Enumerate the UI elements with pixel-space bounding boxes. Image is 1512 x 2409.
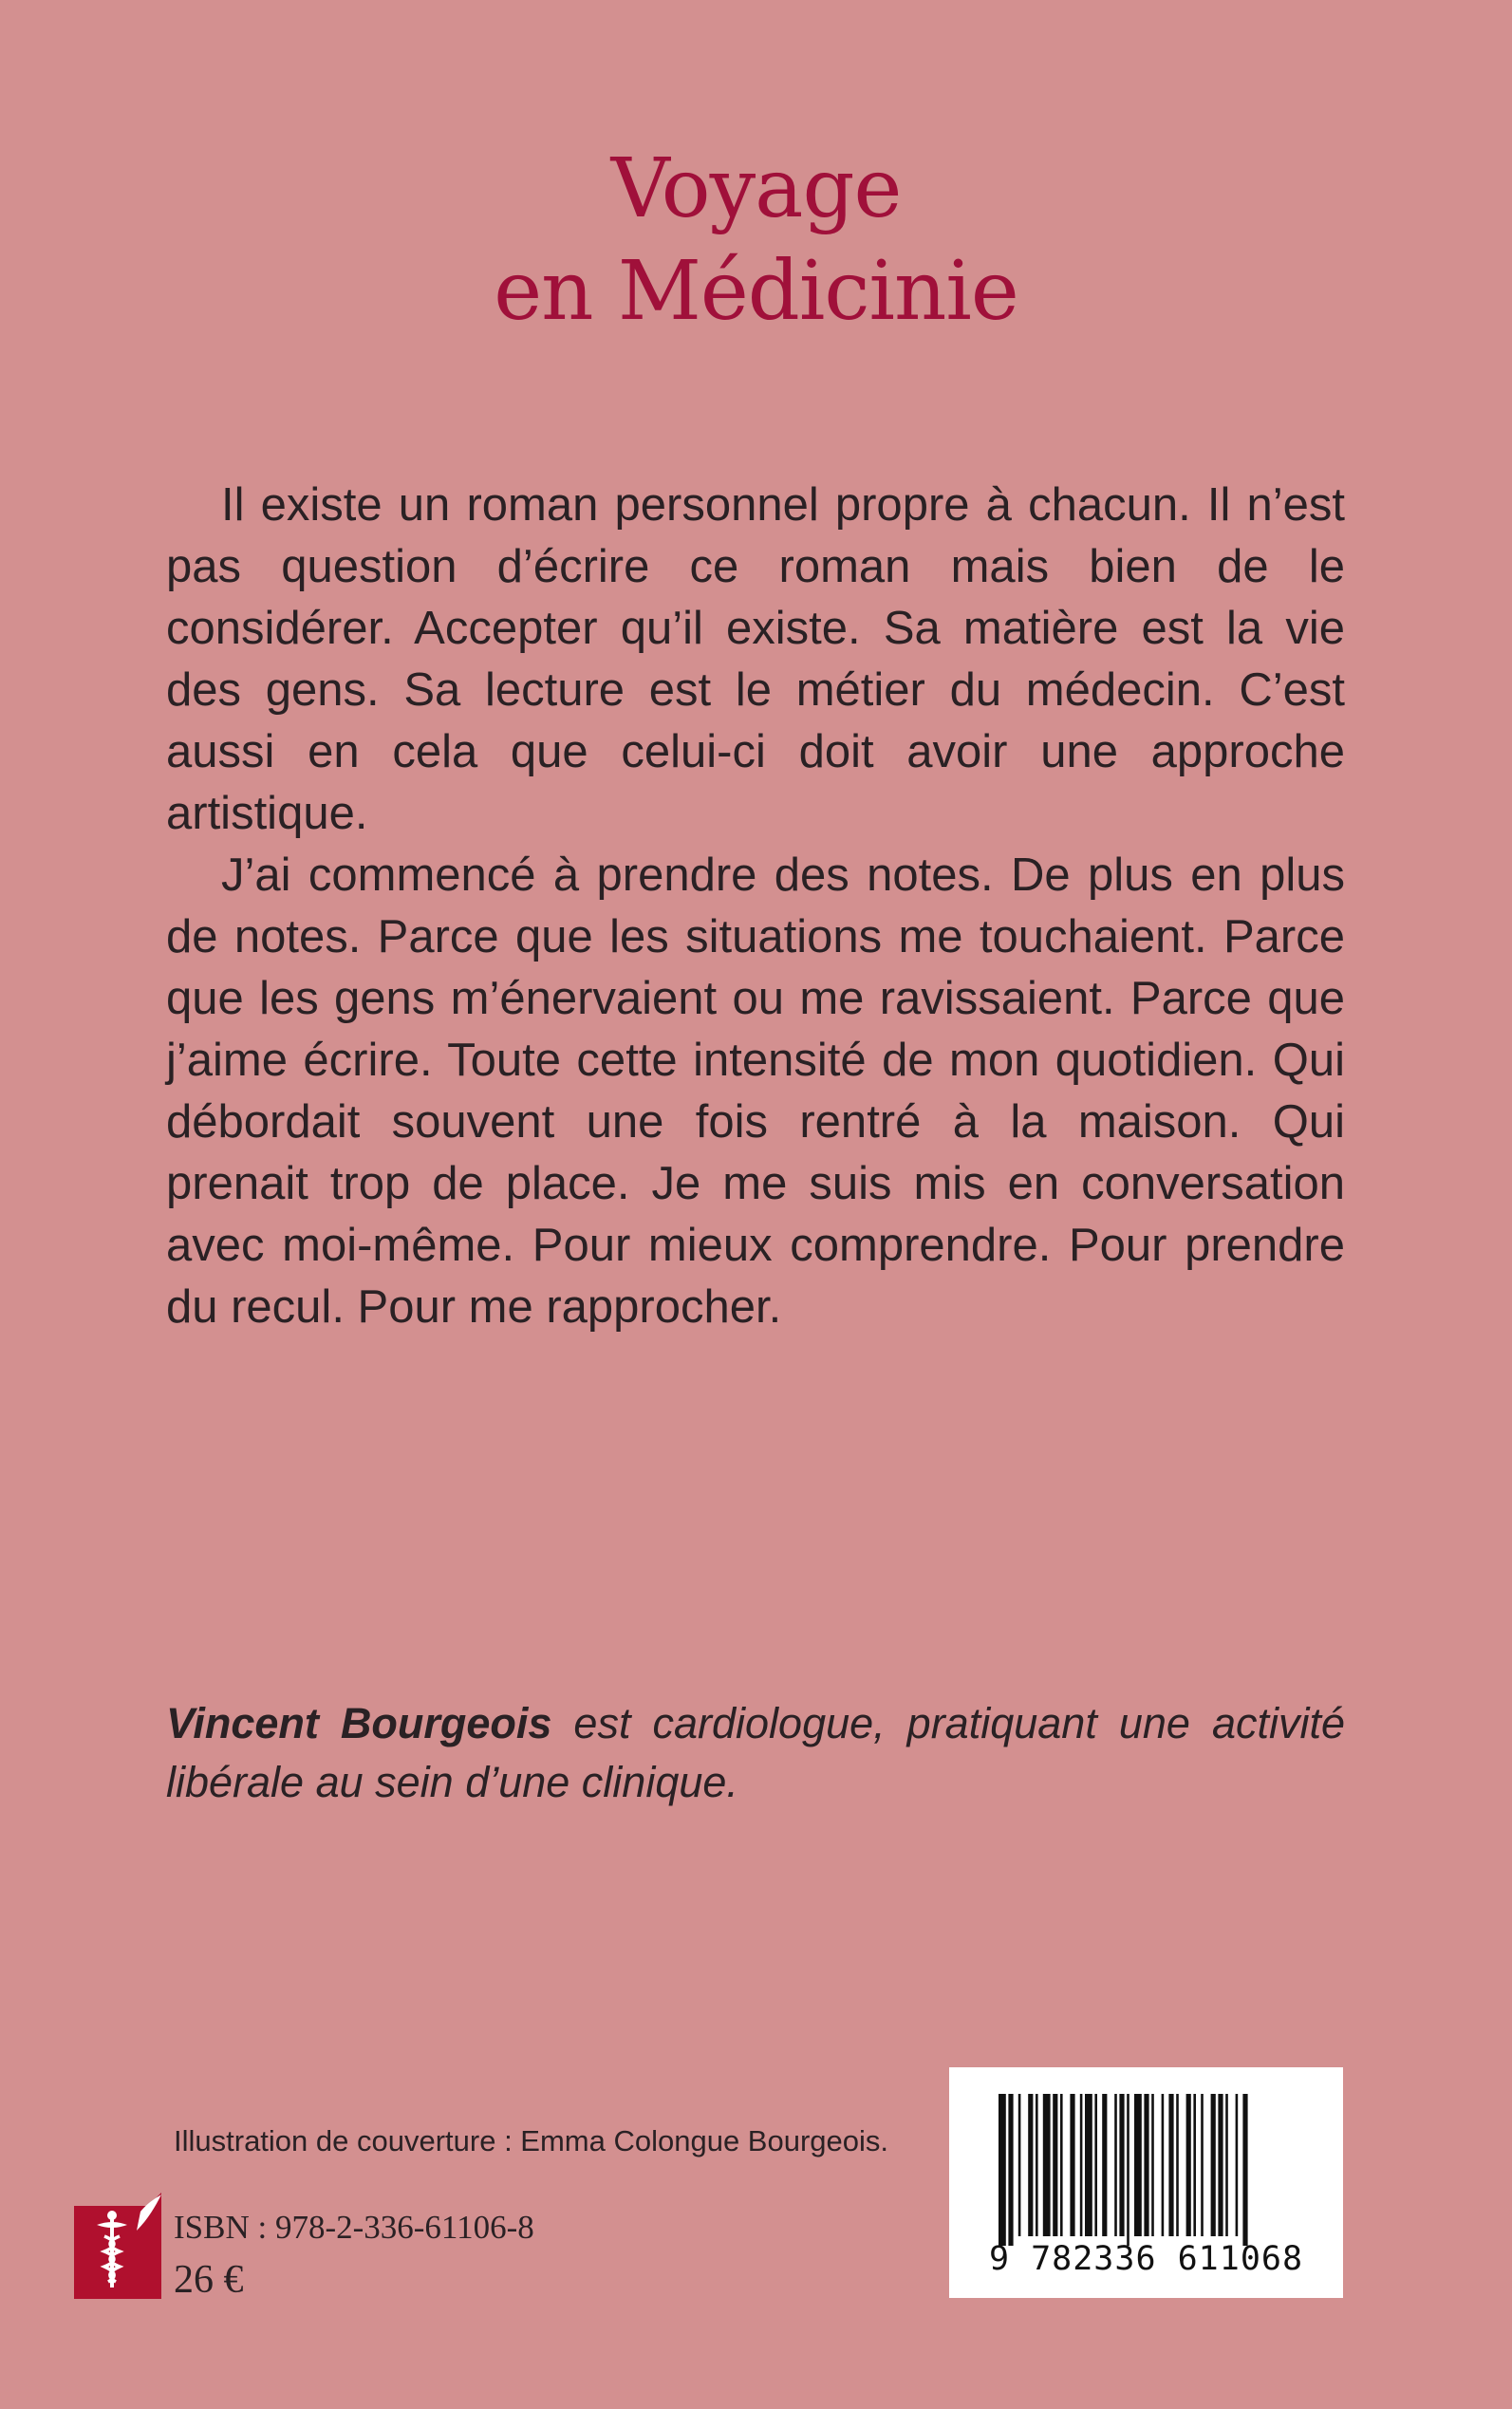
barcode-bar [1127,2094,1129,2246]
barcode-bar [1114,2094,1117,2236]
barcode-bar [1151,2094,1154,2236]
blurb-text [166,475,1345,1338]
barcode-bar [1018,2094,1021,2236]
barcode-bar [1193,2094,1196,2236]
barcode-bar [1028,2094,1033,2236]
barcode-bar [1094,2094,1097,2236]
author-bio-text: est cardiologue, pratiquant une activité libérale au sein d’une clinique. [166,1699,1345,1806]
barcode-bar [1080,2094,1083,2236]
book-title-line-1: Voyage [610,141,902,236]
barcode-bar [1134,2094,1142,2236]
book-title-line-2: en Médicinie [494,244,1018,339]
barcode-bar [1102,2094,1107,2236]
author-name: Vincent Bourgeois [166,1699,552,1747]
barcode-bar [1144,2094,1148,2236]
barcode-bar [1008,2094,1013,2246]
blurb-paragraph-2: J’ai commencé à prendre des notes. De plus en plus de notes. Parce que les situations me touchaient. Parce que les gens m’énervaient ou me ravissaient. Parce que j’aime écrire. Toute cette intensité de mon quotidien. Qui débordait souvent une fois rentré à la maison. Qui prenait trop de place. Je me suis mis en conversation avec moi-même. Pour mieux comprendre. Pour prendre du recul. Pour me rapprocher. [166,850,1345,1333]
barcode-bars [999,2094,1295,2246]
barcode-bar [1176,2094,1179,2236]
barcode-bar [1043,2094,1051,2236]
barcode-bar [1162,2094,1165,2236]
barcode-bar [1085,2094,1092,2236]
blurb-paragraph-1: Il existe un roman personnel propre à chacun. Il n’est pas question d’écrire ce roman mais bien de le considérer. Accepter qu’il existe. Sa matière est la vie des gens. Sa lecture est le métier du médecin. C’est aussi en cela que celui-ci doit avoir une approche artistique. [166,479,1345,839]
caduceus-quill-icon [74,2193,161,2299]
barcode-bar [999,2094,1006,2246]
barcode-bar [1201,2094,1204,2236]
isbn: ISBN : 978-2-336-61106-8 [174,2209,534,2246]
barcode-bar [1225,2094,1228,2236]
barcode-bar [1186,2094,1191,2236]
author-bio [166,1694,1345,1812]
barcode-bar [1168,2094,1173,2236]
price: 26 € [174,2258,244,2302]
barcode-bar [1060,2094,1063,2236]
barcode-bar [1211,2094,1216,2236]
barcode-bar [1236,2094,1239,2236]
barcode-bar [1070,2094,1074,2236]
barcode-bar [1036,2094,1038,2236]
book-title [0,138,1512,343]
barcode [949,2067,1343,2298]
barcode-bar [1119,2094,1124,2236]
barcode-bar [1053,2094,1057,2236]
barcode-bar [1218,2094,1223,2236]
barcode-digits: 9 782336 611068 [988,2240,1304,2278]
cover-illustration-credit: Illustration de couverture : Emma Colongue Bourgeois. [174,2124,889,2157]
barcode-bar [1242,2094,1247,2246]
